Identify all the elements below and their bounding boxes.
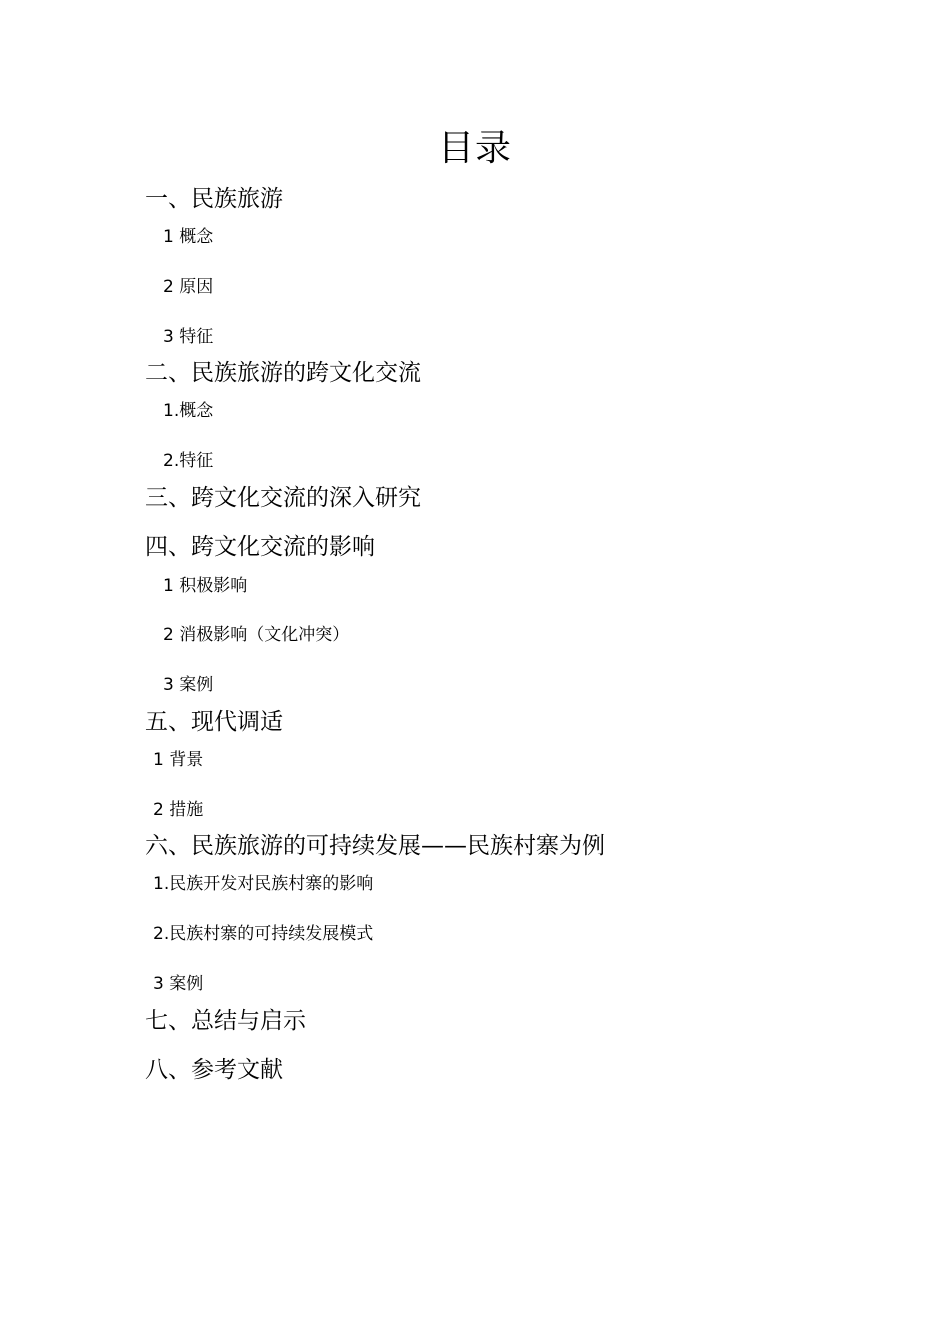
toc-heading-7: 七、总结与启示 xyxy=(145,1008,306,1034)
toc-item: 3 特征 xyxy=(163,327,214,347)
toc-heading-2: 二、民族旅游的跨文化交流 xyxy=(145,360,421,386)
toc-item: 2 措施 xyxy=(153,800,204,820)
toc-item: 1 背景 xyxy=(153,750,204,770)
toc-item: 2.民族村寨的可持续发展模式 xyxy=(153,924,374,944)
toc-item: 3 案例 xyxy=(153,974,204,994)
toc-item: 1.概念 xyxy=(163,401,214,421)
toc-item: 1 积极影响 xyxy=(163,576,248,596)
toc-item: 2 原因 xyxy=(163,277,214,297)
toc-item: 2 消极影响（文化冲突） xyxy=(163,625,350,645)
toc-heading-3: 三、跨文化交流的深入研究 xyxy=(145,485,421,511)
toc-item: 3 案例 xyxy=(163,675,214,695)
toc-heading-5: 五、现代调适 xyxy=(145,709,283,735)
toc-title: 目录 xyxy=(437,128,512,169)
toc-heading-6: 六、民族旅游的可持续发展——民族村寨为例 xyxy=(145,833,605,859)
toc-item: 1.民族开发对民族村寨的影响 xyxy=(153,874,374,894)
toc-heading-4: 四、跨文化交流的影响 xyxy=(145,534,375,560)
toc-item: 1 概念 xyxy=(163,227,214,247)
toc-item: 2.特征 xyxy=(163,451,214,471)
toc-heading-8: 八、参考文献 xyxy=(145,1057,283,1083)
toc-heading-1: 一、民族旅游 xyxy=(145,186,283,212)
